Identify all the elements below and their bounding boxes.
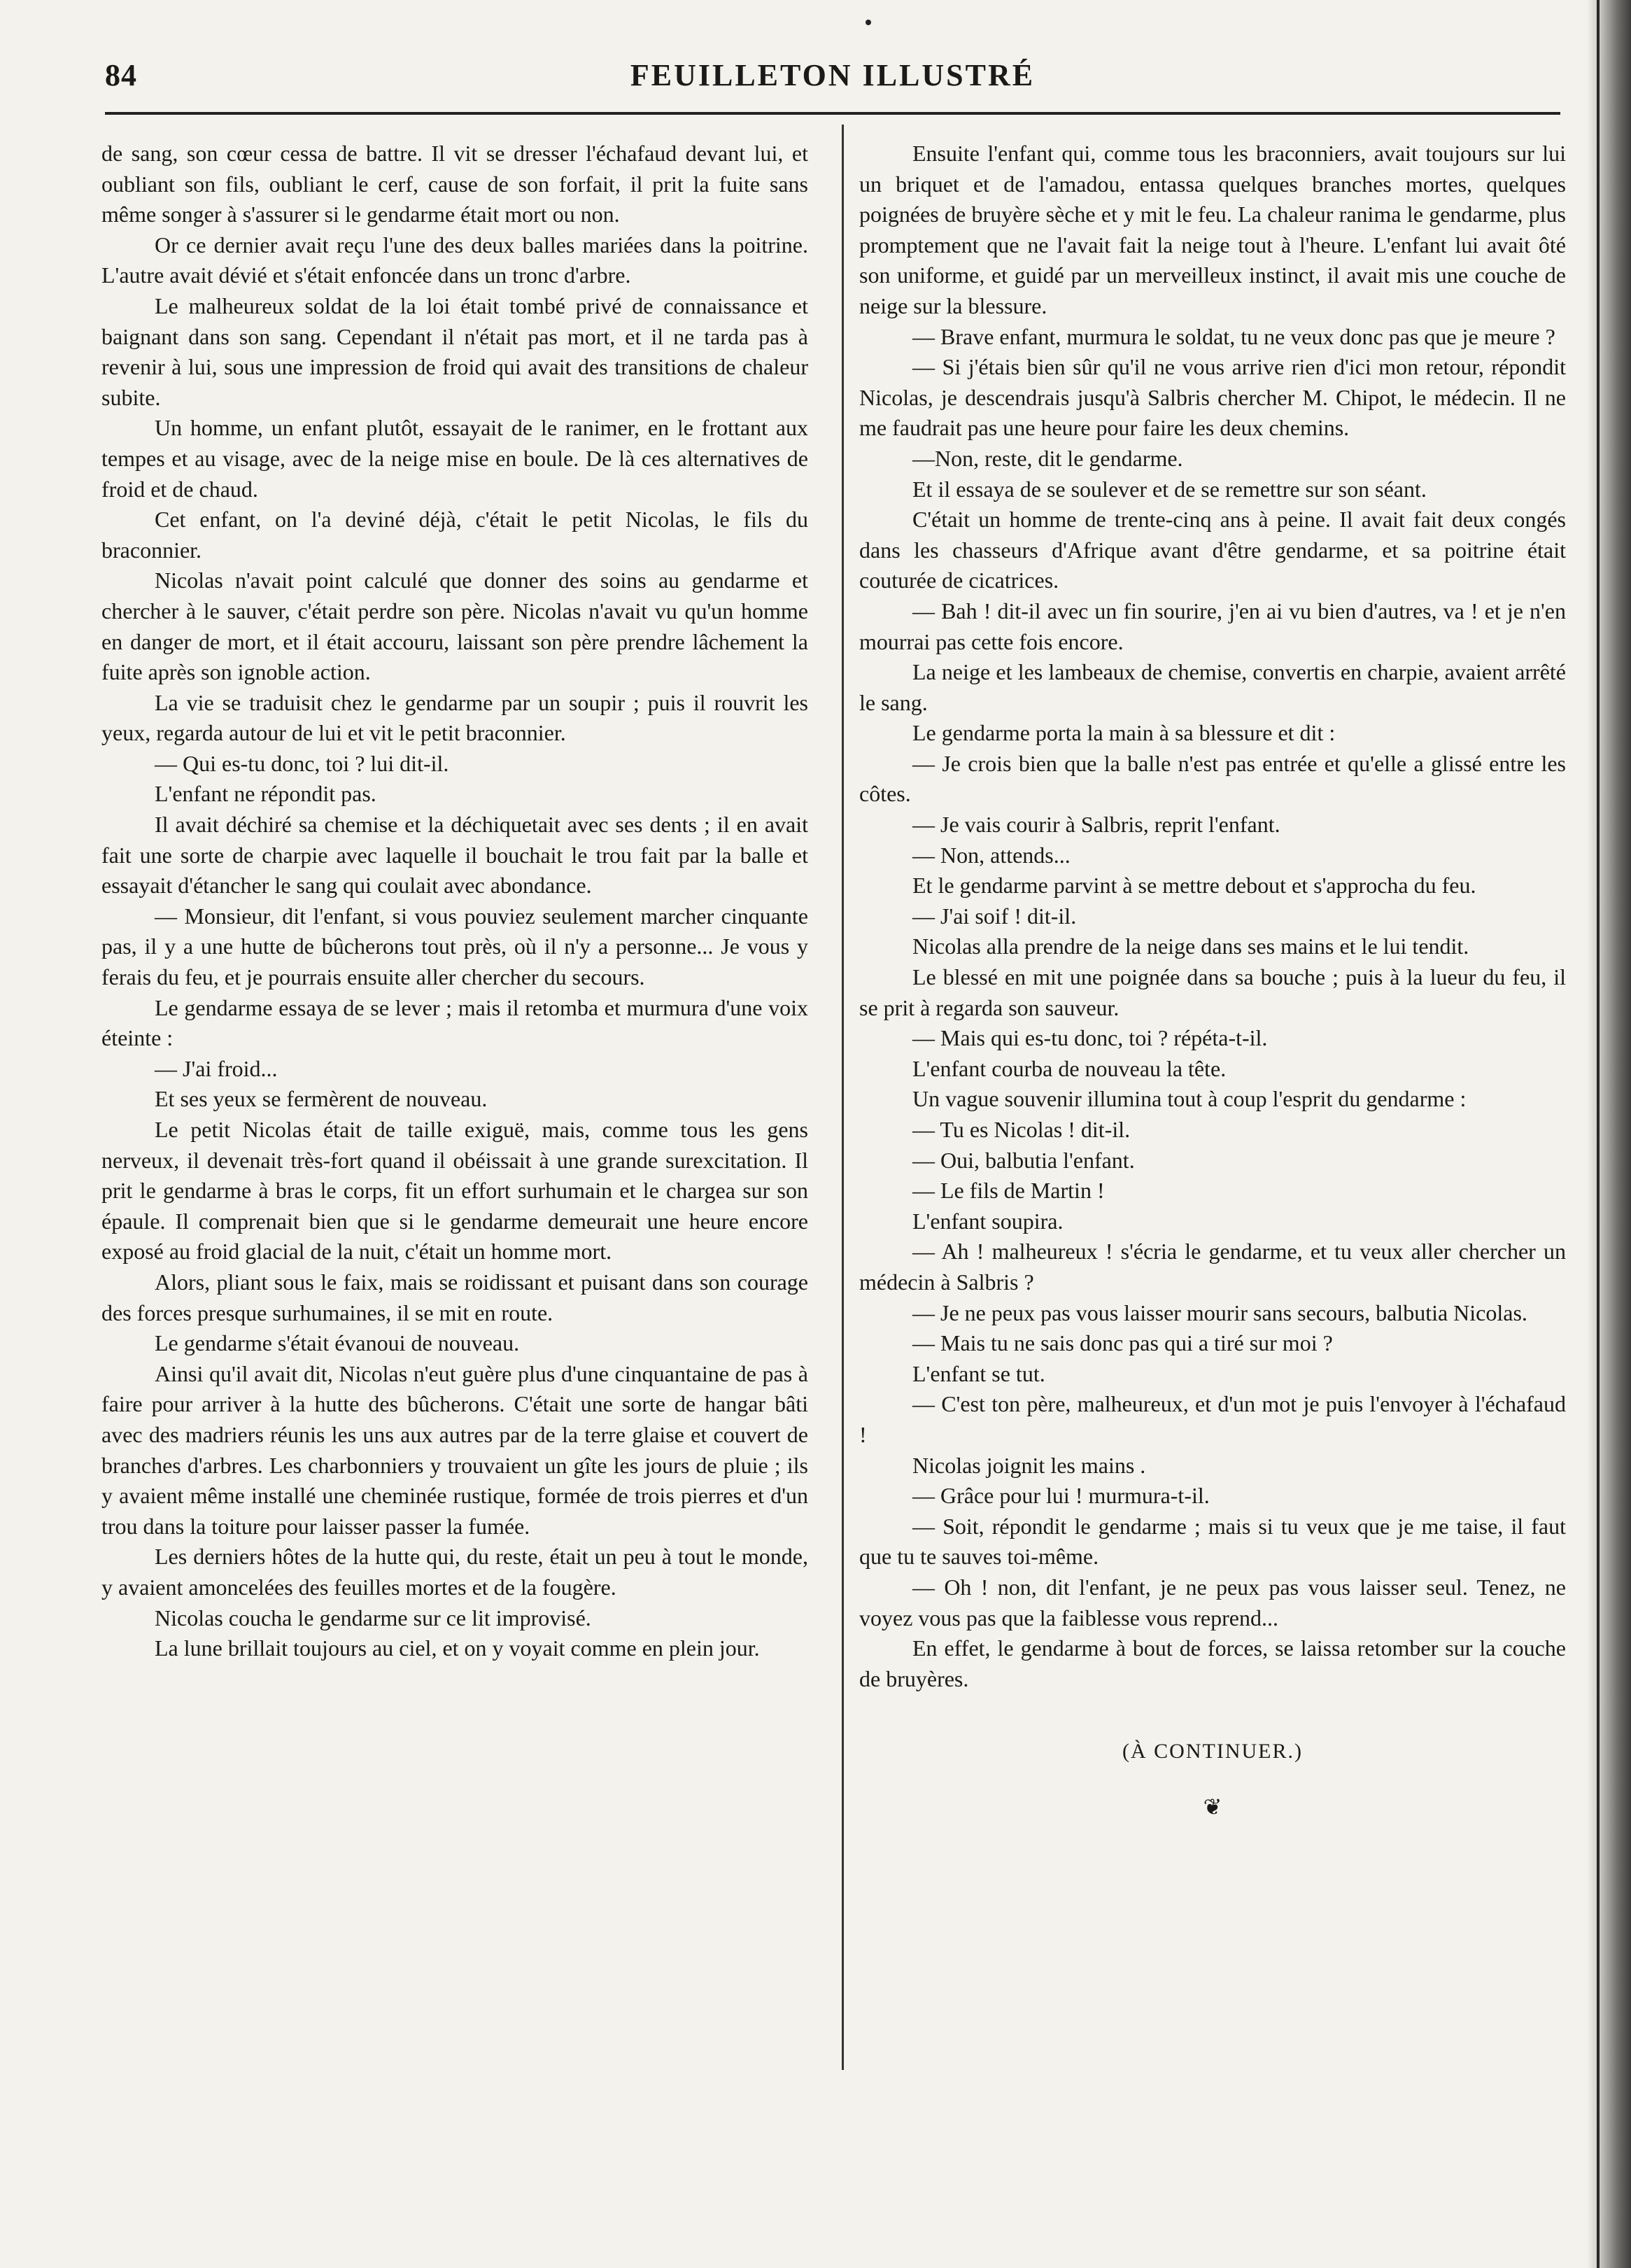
- page-number: 84: [105, 58, 137, 92]
- paragraph: L'enfant soupira.: [912, 1208, 1064, 1234]
- paragraph: Le petit Nicolas était de taille exiguë, mais, comme tous les gens nerveux, il devenait très-fort quand il obéissait à une grande surexcitation. Il prit le gendarme à bras le corps, fit un effort surhumain et le chargea sur son épaule. Il comprenait bien que si le gendarme demeurait une heure encore exposé au froid glacial de la nuit, c'était un homme mort.: [101, 1117, 808, 1265]
- right-margin-rule: [1597, 0, 1600, 2268]
- paragraph: — J'ai soif ! dit-il.: [912, 903, 1077, 929]
- paragraph: — Je vais courir à Salbris, reprit l'enfant.: [912, 812, 1280, 838]
- paragraph: La lune brillait toujours au ciel, et on y voyait comme en plein jour.: [155, 1635, 760, 1661]
- paragraph: Et il essaya de se soulever et de se remettre sur son séant.: [912, 476, 1427, 502]
- paragraph: —Non, reste, dit le gendarme.: [912, 445, 1183, 471]
- paragraph: — Mais qui es-tu donc, toi ? répéta-t-il.: [912, 1025, 1268, 1051]
- fleuron-icon: ❦: [1203, 1794, 1222, 1819]
- paragraph: Alors, pliant sous le faix, mais se roidissant et puisant dans son courage des forces presque surhumaines, il se mit en route.: [101, 1269, 808, 1325]
- paragraph: — Je crois bien que la balle n'est pas entrée et qu'elle a glissé entre les côtes.: [859, 750, 1566, 807]
- paragraph: L'enfant ne répondit pas.: [155, 781, 376, 807]
- paragraph: La neige et les lambeaux de chemise, convertis en charpie, avaient arrêté le sang.: [859, 659, 1566, 715]
- paragraph: Nicolas alla prendre de la neige dans ses mains et le lui tendit.: [912, 934, 1469, 959]
- paragraph: — Le fils de Martin !: [912, 1178, 1105, 1204]
- right-column: [859, 139, 1566, 1822]
- paragraph: Le malheureux soldat de la loi était tombé privé de connaissance et baignant dans son sang. Cependant il n'était pas mort, et il ne tarda pas à revenir à lui, sous une impression de froid qui avait des transitions de chaleur subite.: [101, 293, 808, 410]
- paragraph: Le gendarme essaya de se lever ; mais il retomba et murmura d'une voix éteinte :: [101, 994, 808, 1051]
- paragraph: — Je ne peux pas vous laisser mourir sans secours, balbutia Nicolas.: [912, 1299, 1527, 1325]
- paragraph: Il avait déchiré sa chemise et la déchiquetait avec ses dents ; il en avait fait une sorte de charpie avec laquelle il bouchait le trou fait par la balle et essayait d'étancher le sang qui coulait avec abondance.: [101, 812, 808, 899]
- paragraph: — Mais tu ne sais donc pas qui a tiré sur moi ?: [912, 1330, 1333, 1356]
- paragraph: — J'ai froid...: [155, 1055, 278, 1081]
- paragraph: — Si j'étais bien sûr qu'il ne vous arrive rien d'ici mon retour, répondit Nicolas, je descendrais jusqu'à Salbris chercher M. Chipot, le médecin. Il ne me faudrait pas une heure pour faire les deux chemins.: [859, 354, 1566, 441]
- paragraph: — Oh ! non, dit l'enfant, je ne peux pas vous laisser seul. Tenez, ne voyez vous pas que la faiblesse vous reprend...: [859, 1574, 1566, 1630]
- paragraph: Le gendarme porta la main à sa blessure et dit :: [912, 720, 1336, 746]
- paragraph: Nicolas coucha le gendarme sur ce lit improvisé.: [155, 1605, 591, 1630]
- running-title: FEUILLETON ILLUSTRÉ: [630, 58, 1036, 92]
- paragraph: Or ce dernier avait reçu l'une des deux balles mariées dans la poitrine. L'autre avait dévié et s'était enfoncée dans un tronc d'arbre.: [101, 232, 808, 288]
- paragraph: Un homme, un enfant plutôt, essayait de le ranimer, en le frottant aux tempes et au visage, avec de la neige mise en boule. De là ces alternatives de froid et de chaud.: [101, 415, 808, 502]
- paragraph: — Non, attends...: [912, 842, 1071, 868]
- paragraph: Un vague souvenir illumina tout à coup l'esprit du gendarme :: [912, 1086, 1467, 1112]
- paragraph: — Oui, balbutia l'enfant.: [912, 1147, 1135, 1173]
- page-edge-shadow: [1587, 0, 1631, 2268]
- paragraph: C'était un homme de trente-cinq ans à peine. Il avait fait deux congés dans les chasseurs d'Afrique avant d'être gendarme, et sa poitrine était couturée de cicatrices.: [859, 507, 1566, 593]
- paragraph: La vie se traduisit chez le gendarme par un soupir ; puis il rouvrit les yeux, regarda autour de lui et vit le petit braconnier.: [101, 689, 808, 746]
- ink-dot: [866, 20, 871, 25]
- paragraph: Le blessé en mit une poignée dans sa bouche ; puis à la lueur du feu, il se prit à regarda son sauveur.: [859, 964, 1566, 1020]
- paragraph: Nicolas joignit les mains .: [912, 1452, 1146, 1478]
- paragraph: de sang, son cœur cessa de battre. Il vit se dresser l'échafaud devant lui, et oubliant son fils, oubliant le cerf, cause de son forfait, il prit la fuite sans même songer à s'assurer si le gendarme était mort ou non.: [101, 141, 808, 227]
- paragraph: Cet enfant, on l'a deviné déjà, c'était le petit Nicolas, le fils du braconnier.: [101, 507, 808, 563]
- paragraph: Et le gendarme parvint à se mettre debout et s'approcha du feu.: [912, 873, 1476, 899]
- paragraph: Ainsi qu'il avait dit, Nicolas n'eut guère plus d'une cinquantaine de pas à faire pour arriver à la hutte des bûcherons. C'était une sorte de hangar bâti avec des madriers réunis les uns aux autres par de la terre glaise et couvert de branches d'arbres. Les charbonniers y trouvaient un gîte les jours de pluie ; ils y avaient même installé une cheminée rustique, formée de trois pierres et d'un trou dans la toiture pour laisser passer la fumée.: [101, 1360, 808, 1539]
- paragraph: — Ah ! malheureux ! s'écria le gendarme, et tu veux aller chercher un médecin à Salbris ?: [859, 1239, 1566, 1295]
- paragraph: — Tu es Nicolas ! dit-il.: [912, 1117, 1131, 1142]
- paragraph: — Bah ! dit-il avec un fin sourire, j'en ai vu bien d'autres, va ! et je n'en mourrai pas cette fois encore.: [859, 598, 1566, 654]
- to-be-continued: (À CONTINUER.): [1122, 1740, 1303, 1763]
- paragraph: — Qui es-tu donc, toi ? lui dit-il.: [155, 750, 449, 776]
- header-rule: [105, 112, 1560, 115]
- paragraph: — Brave enfant, murmura le soldat, tu ne veux donc pas que je meure ?: [912, 323, 1555, 349]
- paragraph: Les derniers hôtes de la hutte qui, du reste, était un peu à tout le monde, y avaient amoncelées des feuilles mortes et de la fougère.: [101, 1544, 808, 1600]
- paragraph: En effet, le gendarme à bout de forces, se laissa retomber sur la couche de bruyères.: [859, 1635, 1566, 1691]
- paragraph: Nicolas n'avait point calculé que donner des soins au gendarme et chercher à le sauver, c'était perdre son père. Nicolas n'avait vu qu'un homme en danger de mort, et il était accouru, laissant son père prendre lâchement la fuite après son ignoble action.: [101, 568, 808, 685]
- paragraph: Le gendarme s'était évanoui de nouveau.: [155, 1330, 520, 1356]
- paragraph: Et ses yeux se fermèrent de nouveau.: [155, 1086, 488, 1112]
- paragraph: — Monsieur, dit l'enfant, si vous pouviez seulement marcher cinquante pas, il y a une hutte de bûcherons tout près, où il n'y a personne... Je vous y ferais du feu, et je pourrais ensuite aller chercher du secours.: [101, 903, 808, 990]
- column-divider: [842, 125, 844, 2070]
- paragraph: L'enfant se tut.: [912, 1360, 1045, 1386]
- paragraph: — Grâce pour lui ! murmura-t-il.: [912, 1483, 1210, 1509]
- paragraph: — Soit, répondit le gendarme ; mais si tu veux que je me taise, il faut que tu te sauves toi-même.: [859, 1513, 1566, 1570]
- paragraph: L'enfant courba de nouveau la tête.: [912, 1055, 1227, 1081]
- left-column: [101, 139, 808, 1664]
- paragraph: Ensuite l'enfant qui, comme tous les braconniers, avait toujours sur lui un briquet et de l'amadou, entassa quelques branches mortes, quelques poignées de bruyère sèche et y mit le feu. La chaleur ranima le gendarme, plus promptement que ne l'avait fait la neige tout à l'heure. L'enfant lui avait ôté son uniforme, et guidé par un merveilleux instinct, il avait mis une couche de neige sur la blessure.: [859, 141, 1566, 318]
- paragraph: — C'est ton père, malheureux, et d'un mot je puis l'envoyer à l'échafaud !: [859, 1391, 1566, 1447]
- page-header: [105, 57, 1560, 106]
